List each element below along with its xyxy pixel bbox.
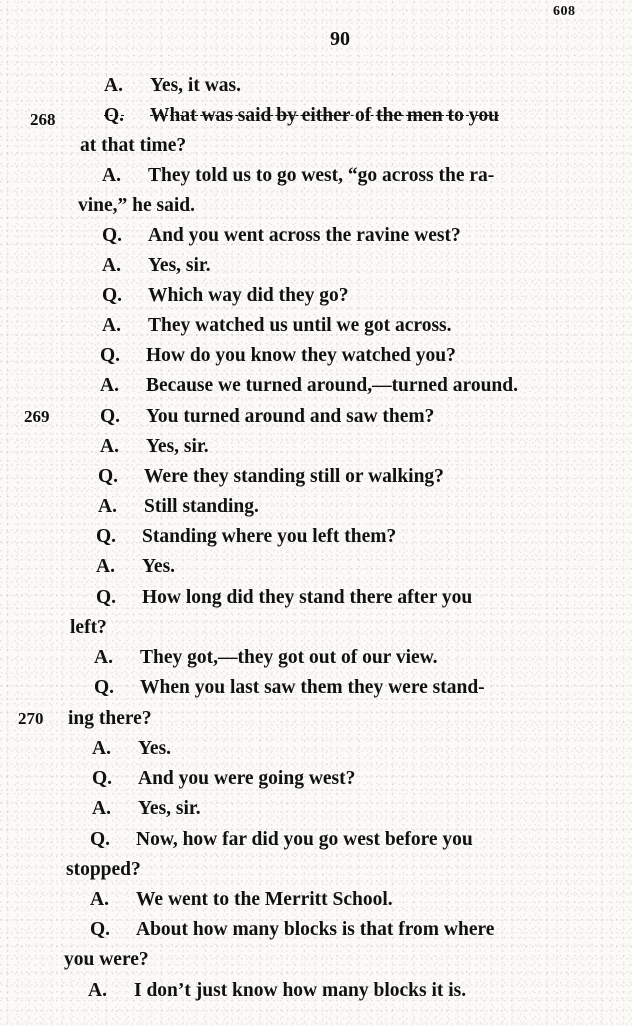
line-text: Yes. xyxy=(142,556,176,577)
speaker-label: A. xyxy=(104,75,123,96)
line-text: Yes, sir. xyxy=(146,436,209,457)
transcript-line xyxy=(90,886,393,914)
line-text: How long did they stand there after you xyxy=(142,587,473,608)
speaker-label: A. xyxy=(102,315,121,336)
transcript-line xyxy=(88,977,466,1005)
line-text: About how many blocks is that from where xyxy=(136,919,495,940)
speaker-label: Q. xyxy=(96,587,117,608)
transcript-line xyxy=(102,252,211,280)
line-text: Which way did they go? xyxy=(148,285,349,306)
speaker-label: A. xyxy=(102,165,121,186)
transcript-line xyxy=(90,826,473,854)
line-text: They told us to go west, “go across the ra- xyxy=(148,165,495,186)
transcript-line xyxy=(94,674,485,702)
speaker-label: Q. xyxy=(98,466,119,487)
speaker-label: Q. xyxy=(102,285,123,306)
speaker-label: Q. xyxy=(92,768,113,789)
page-stamp: 608 xyxy=(553,4,576,19)
speaker-label: A. xyxy=(98,496,117,517)
line-text: And you went across the ravine west? xyxy=(148,225,461,246)
line-text: When you last saw them they were stand- xyxy=(140,677,485,698)
line-text: Yes, sir. xyxy=(148,255,211,276)
transcript-line xyxy=(98,463,444,491)
speaker-label: A. xyxy=(92,738,111,759)
line-text: What was said by either of the men to you xyxy=(150,105,500,126)
margin-number-269: 269 xyxy=(24,407,50,426)
line-text: And you were going west? xyxy=(138,768,356,789)
transcript-line xyxy=(90,916,494,944)
transcript-line xyxy=(66,856,141,884)
speaker-label: A. xyxy=(94,647,113,668)
speaker-label: A. xyxy=(96,556,115,577)
speaker-label: Q. xyxy=(96,526,117,547)
transcript-line xyxy=(92,765,355,793)
line-text: We went to the Merritt School. xyxy=(136,889,393,910)
transcript-line xyxy=(100,433,209,461)
speaker-label: Q. xyxy=(102,225,123,246)
speaker-label: A. xyxy=(92,798,111,819)
line-text: stopped? xyxy=(66,859,141,880)
speaker-label: A. xyxy=(100,375,119,396)
transcript-line xyxy=(102,222,461,250)
transcript-line xyxy=(100,403,434,431)
transcript-line xyxy=(92,735,171,763)
speaker-label: Q. xyxy=(94,677,115,698)
transcript-line xyxy=(80,132,186,160)
transcript-line xyxy=(102,282,348,310)
line-text: ing there? xyxy=(68,708,152,729)
line-text: They watched us until we got across. xyxy=(148,315,452,336)
margin-number-270: 270 xyxy=(18,709,44,728)
transcript-line xyxy=(70,614,107,642)
speaker-label: A. xyxy=(88,980,107,1001)
transcript-line xyxy=(104,72,241,100)
line-text: Yes, sir. xyxy=(138,798,201,819)
transcript-line xyxy=(64,946,149,974)
speaker-label: A. xyxy=(102,255,121,276)
page-number: 90 xyxy=(330,28,350,50)
transcript-line xyxy=(100,372,518,400)
speaker-label: Q. xyxy=(100,406,121,427)
transcript-line xyxy=(78,192,195,220)
line-text: I don’t just know how many blocks it is. xyxy=(134,980,467,1001)
line-text: vine,” he said. xyxy=(78,195,196,216)
line-text: left? xyxy=(70,617,107,638)
speaker-label: Q. xyxy=(90,829,111,850)
transcript-line xyxy=(96,523,396,551)
line-text: Yes. xyxy=(138,738,172,759)
transcript-line xyxy=(98,493,259,521)
speaker-label: A. xyxy=(100,436,119,457)
speaker-label: Q. xyxy=(90,919,111,940)
line-text: Now, how far did you go west before you xyxy=(136,829,473,850)
line-text: you were? xyxy=(64,949,149,970)
transcript-line xyxy=(68,705,152,733)
transcript-line xyxy=(92,795,201,823)
speaker-label: Q. xyxy=(104,105,125,126)
speaker-label: Q. xyxy=(100,345,121,366)
line-text: Still standing. xyxy=(144,496,259,517)
line-text: You turned around and saw them? xyxy=(146,406,435,427)
line-text: Were they standing still or walking? xyxy=(144,466,444,487)
transcript-line xyxy=(100,342,456,370)
transcript-line xyxy=(96,584,472,612)
line-text: Yes, it was. xyxy=(150,75,241,96)
transcript-line xyxy=(104,102,499,130)
line-text: How do you know they watched you? xyxy=(146,345,456,366)
line-text: They got,—they got out of our view. xyxy=(140,647,438,668)
transcript-line xyxy=(102,162,494,190)
line-text: Standing where you left them? xyxy=(142,526,397,547)
transcript-line xyxy=(102,312,452,340)
line-text: Because we turned around,—turned around. xyxy=(146,375,518,396)
line-text: at that time? xyxy=(80,135,187,156)
transcript-line xyxy=(96,553,175,581)
transcript-line xyxy=(94,644,438,672)
speaker-label: A. xyxy=(90,889,109,910)
margin-number-268: 268 xyxy=(30,110,56,129)
